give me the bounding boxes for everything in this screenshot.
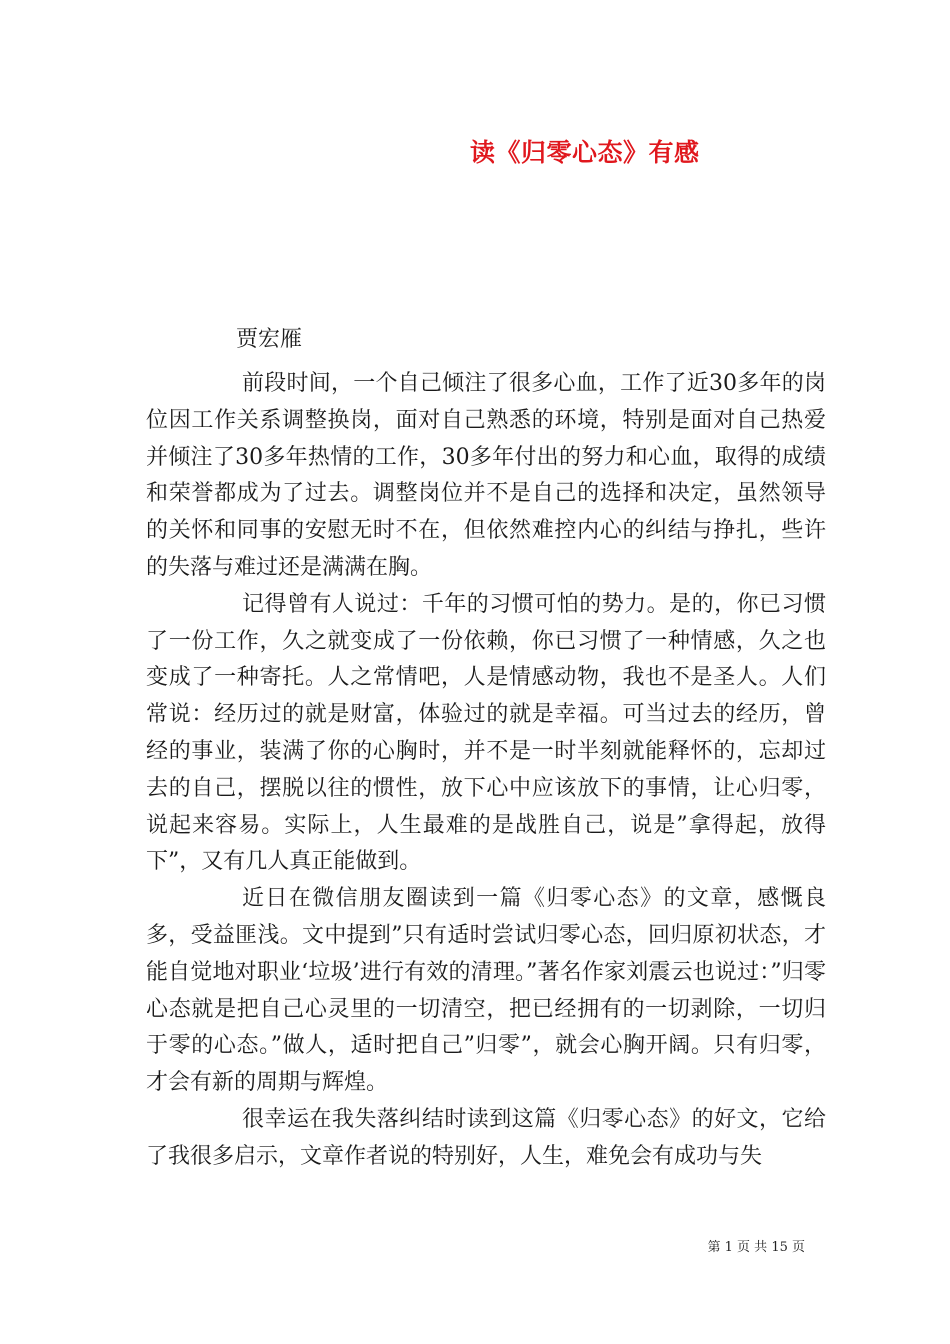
paragraph: 很幸运在我失落纠结时读到这篇《归零心态》的好文，它给了我很多启示，文章作者说的特别好，人生，难免会有成功与失: [146, 1106, 826, 1169]
paragraph: 记得曾有人说过：千年的习惯可怕的势力。是的，你已习惯了一份工作，久之就变成了一份依赖，你已习惯了一种情感，久之也变成了一种寄托。人之常情吧，人是情感动物，我也不是圣人。人们常说：经历过的就是财富，体验过的就是幸福。可当过去的经历，曾经的事业，装满了你的心胸时，并不是一时半刻就能释怀的，忘却过去的自己，摆脱以往的惯性，放下心中应该放下的事情，让心归零，说起来容易。实际上，人生最难的是战胜自己，说是”拿得起，放得下”，又有几人真正能做到。: [146, 591, 826, 875]
document-body: [146, 366, 826, 1176]
paragraph: 前段时间，一个自己倾注了很多心血，工作了近30多年的岗位因工作关系调整换岗，面对自己熟悉的环境，特别是面对自己热爱并倾注了30多年热情的工作，30多年付出的努力和心血，取得的成绩和荣誉都成为了过去。调整岗位并不是自己的选择和决定，虽然领导的关怀和同事的安慰无时不在，但依然难控内心的纠结与挣扎，些许的失落与难过还是满满在胸。: [146, 371, 826, 580]
paragraph: 近日在微信朋友圈读到一篇《归零心态》的文章，感慨良多，受益匪浅。文中提到”只有适时尝试归零心态，回归原初状态，才能自觉地对职业‘垃圾’进行有效的清理。”著名作家刘震云也说过：”归零心态就是把自己心灵里的一切清空，把已经拥有的一切剥除，一切归于零的心态。”做人，适时把自己”归零”，就会心胸开阔。只有归零，才会有新的周期与辉煌。: [146, 886, 826, 1096]
page-number-footer: 第 1 页 共 15 页: [707, 1240, 805, 1255]
document-title: 读《归零心态》有感: [470, 138, 700, 167]
author-name: 贾宏雁: [236, 327, 303, 352]
